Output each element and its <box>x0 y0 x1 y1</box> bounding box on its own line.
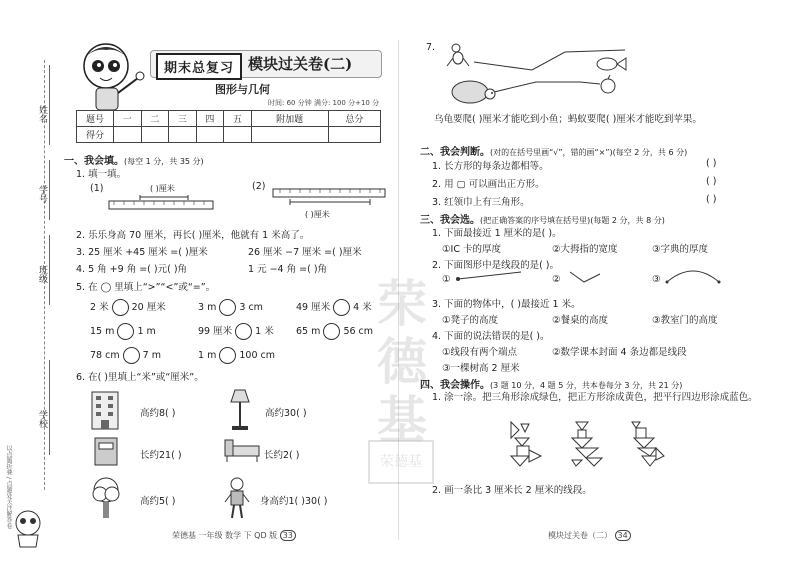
q1-text: 1. 填一填。 <box>76 169 127 180</box>
choice-2-opt[interactable]: ③ <box>652 274 661 285</box>
choice-4-opt[interactable]: ③一棵树高 2 厘米 <box>442 363 520 374</box>
tree-icon <box>90 476 122 520</box>
banner-series: 期末总复习 <box>156 53 242 80</box>
angle-icon <box>566 268 606 286</box>
judge-3-paren[interactable]: ( ) <box>706 194 717 205</box>
choice-2-opt[interactable]: ② <box>552 274 561 285</box>
section3-heading: 三、我会选。(把正确答案的序号填在括号里)(每题 2 分，共 8 分) <box>420 215 665 226</box>
banner-title: 模块过关卷(二) <box>248 55 353 73</box>
compare-circle[interactable] <box>219 299 236 316</box>
choice-1-opt[interactable]: ③字典的厚度 <box>652 244 709 255</box>
apple-icon <box>601 75 615 93</box>
judge-2-paren[interactable]: ( ) <box>706 176 717 187</box>
q4-right: 1 元 −4 角 =( )角 <box>248 264 328 275</box>
ruler-2-icon <box>272 185 387 207</box>
fish-icon <box>597 58 626 70</box>
choice-4-opt[interactable]: ①线段有两个端点 <box>442 347 518 358</box>
q7-text: 乌龟要爬( )厘米才能吃到小鱼；蚂蚁要爬( )厘米才能吃到苹果。 <box>434 114 702 125</box>
score-input-cell[interactable] <box>251 127 328 143</box>
choice-1-opt[interactable]: ②大拇指的宽度 <box>552 244 618 255</box>
judge-3: 3. 红领巾上有三角形。 <box>432 197 530 208</box>
tangram-figure-icon[interactable] <box>628 420 668 468</box>
section1-heading: 一、我会填。(每空 1 分，共 35 分) <box>64 156 204 167</box>
name-line <box>49 65 50 145</box>
choice-1-opt[interactable]: ①IC 卡的厚度 <box>442 244 501 255</box>
watermark-char: 基 <box>377 391 427 449</box>
score-input-cell[interactable] <box>196 127 224 143</box>
section4-heading: 四、我会操作。(3 题 10 分，4 题 5 分，共本卷每分 3 分，共 21 分) <box>420 380 683 391</box>
item-tree: 高约5( ) <box>140 496 176 507</box>
banner-meta: 时间: 60 分钟 满分: 100 分+10 分 <box>268 99 380 107</box>
tangram-rabbit-icon[interactable] <box>505 420 545 468</box>
child-icon <box>222 476 252 520</box>
score-input-cell[interactable] <box>328 127 380 143</box>
compare-item: 65 m 56 cm <box>296 323 373 340</box>
id-label: 学号 <box>37 185 47 203</box>
choice-3-opt[interactable]: ③教室门的高度 <box>652 315 718 326</box>
name-label: 姓名 <box>37 105 47 123</box>
item-child: 身高约1( )30( ) <box>260 496 328 507</box>
compare-item: 3 m 3 cm <box>198 299 263 316</box>
mascot-small-icon <box>8 505 48 550</box>
ruler-1-icon <box>108 193 214 215</box>
turtle-path <box>494 82 600 92</box>
choice-4: 4. 下面的说法错误的是( )。 <box>432 331 550 342</box>
q3-left: 3. 25 厘米 +45 厘米 =( )厘米 <box>76 247 208 258</box>
choice-1: 1. 下面最接近 1 厘米的是( )。 <box>432 228 562 239</box>
q7-diagram <box>440 38 640 110</box>
compare-item: 49 厘米 4 米 <box>296 299 372 316</box>
score-label-cell: 得分 <box>77 127 114 143</box>
compare-circle[interactable] <box>333 299 350 316</box>
watermark-char: 德 <box>377 333 427 391</box>
choice-2: 2. 下面图形中是线段的是( )。 <box>432 260 560 271</box>
op1-text: 1. 涂一涂。把三角形涂成绿色，把正方形涂成黄色，把平行四边形涂成蓝色。 <box>432 392 758 403</box>
choice-3-opt[interactable]: ①凳子的高度 <box>442 315 499 326</box>
compare-item: 99 厘米 1 米 <box>198 323 274 340</box>
watermark <box>372 275 432 449</box>
choice-4-opt[interactable]: ②数学课本封面 4 条边都是线段 <box>552 347 687 358</box>
q4-left: 4. 5 角 +9 角 =( )元( )角 <box>76 264 188 275</box>
class-line <box>49 235 50 305</box>
q5-text: 5. 在 ◯ 里填上“>”“<”或“=”。 <box>76 282 216 293</box>
footer-right: 模块过关卷（二） 34 <box>548 530 631 541</box>
choice-3: 3. 下面的物体中，( )最接近 1 米。 <box>432 299 581 310</box>
op2-text: 2. 画一条比 3 厘米长 2 厘米的线段。 <box>432 485 592 496</box>
judge-2: 2. 用 ▢ 可以画出正方形。 <box>432 179 545 190</box>
score-head-cell: 三 <box>169 111 197 127</box>
judge-1: 1. 长方形的每条边都相等。 <box>432 161 549 172</box>
score-input-cell[interactable] <box>224 127 252 143</box>
choice-3-opt[interactable]: ②餐桌的高度 <box>552 315 609 326</box>
q2-text: 2. 乐乐身高 70 厘米，再长( )厘米，他就有 1 米高了。 <box>76 230 310 241</box>
score-head-cell: 题号 <box>77 111 114 127</box>
tangram-swan-icon[interactable] <box>568 420 608 468</box>
score-table <box>76 110 381 143</box>
turtle-icon <box>452 81 495 103</box>
compare-item: 15 m 1 m <box>90 323 156 340</box>
mascot-icon <box>68 38 148 113</box>
item-bed: 长约2( ) <box>264 450 300 461</box>
banner-subtitle: 图形与几何 <box>215 83 270 96</box>
compare-circle[interactable] <box>219 347 236 364</box>
compare-circle[interactable] <box>123 347 140 364</box>
bed-icon <box>222 436 262 464</box>
compare-circle[interactable] <box>117 323 134 340</box>
compare-circle[interactable] <box>235 323 252 340</box>
arc-icon <box>664 264 722 284</box>
score-head-cell: 一 <box>114 111 142 127</box>
score-input-cell[interactable] <box>114 127 142 143</box>
q6-text: 6. 在( )里填上“米”或“厘米”。 <box>76 372 204 383</box>
footer-left: 荣德基 一年级 数学 下 QD 版 33 <box>172 530 296 541</box>
q1a-unit: ( )厘米 <box>150 184 175 193</box>
compare-item: 78 cm 7 m <box>90 347 161 364</box>
school-label: 学校 <box>37 410 47 428</box>
watermark-char: 荣 <box>377 275 427 333</box>
ant-icon <box>447 44 469 66</box>
score-head-cell: 四 <box>196 111 224 127</box>
q1a-label: (1) <box>90 183 104 194</box>
ray-icon <box>455 268 525 284</box>
compare-circle[interactable] <box>323 323 340 340</box>
lamp-icon <box>225 388 255 432</box>
building-icon <box>88 390 122 430</box>
book-icon <box>92 435 120 467</box>
score-input-cell[interactable] <box>141 127 169 143</box>
item-book: 长约21( ) <box>140 450 182 461</box>
score-head-cell: 二 <box>141 111 169 127</box>
choice-2-opt[interactable]: ① <box>442 274 451 285</box>
score-input-cell[interactable] <box>169 127 197 143</box>
school-line <box>49 360 50 455</box>
score-head-cell: 总分 <box>328 111 380 127</box>
q3-right: 26 厘米 −7 厘米 =( )厘米 <box>248 247 362 258</box>
compare-item: 1 m 100 cm <box>198 347 275 364</box>
binding-strip <box>0 0 58 569</box>
item-lamp: 高约30( ) <box>265 408 307 419</box>
stamp: 荣德基 <box>368 440 434 484</box>
score-head-cell: 五 <box>224 111 252 127</box>
class-label: 班级 <box>37 265 47 283</box>
q1b-label: (2) <box>252 181 266 192</box>
fold-note: 以点题折叠 / 点题处关注解答卷 <box>5 445 12 529</box>
compare-item: 2 米 20 厘米 <box>90 299 166 316</box>
compare-circle[interactable] <box>112 299 129 316</box>
section2-heading: 二、我会判断。(对的在括号里画“√”，错的画“×”)(每空 2 分，共 6 分) <box>420 147 688 158</box>
judge-1-paren[interactable]: ( ) <box>706 158 717 169</box>
id-line <box>49 160 50 220</box>
q1b-unit: ( )厘米 <box>305 210 330 219</box>
item-building: 高约8( ) <box>140 408 176 419</box>
q7-label: 7. <box>426 42 436 53</box>
score-head-cell: 附加题 <box>251 111 328 127</box>
